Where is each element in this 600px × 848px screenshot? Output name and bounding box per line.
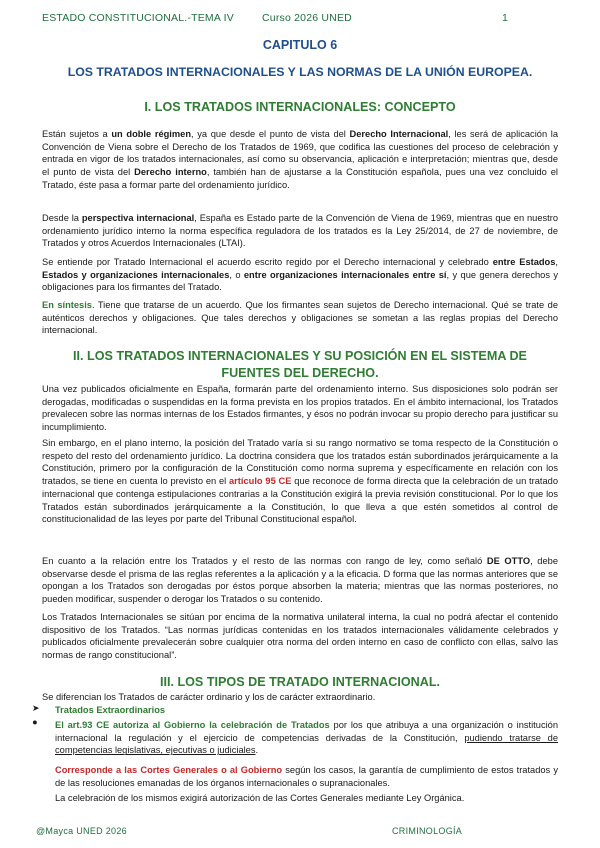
chapter-title: LOS TRATADOS INTERNACIONALES Y LAS NORMAS DE LA UNIÓN EUROPEA.	[67, 65, 533, 79]
s2-paragraph-1: Una vez publicados oficialmente en España, formarán parte del ordenamiento interno. Sus disposiciones solo podrán ser derogadas, modificadas o suspendidas en la forma prevista en los propios tratados. En el ámbito internacional, los Tratados prevalecen sobre las normas internas de los Estados firmantes, y ésos no podrán invocar su propio derecho para justificar su incumplimiento.	[42, 384, 558, 433]
footer-subject: CRIMINOLOGÍA	[392, 826, 463, 836]
section-2-title-line-2: FUENTES DEL DERECHO.	[221, 366, 379, 380]
section-2-title-line-1: II. LOS TRATADOS INTERNACIONALES Y SU POSICIÓN EN EL SISTEMA DE	[73, 349, 527, 363]
s1-paragraph-3: Se entiende por Tratado Internacional el acuerdo escrito regido por el Derecho internacional y celebrado entre Estados, Estados y organizaciones internacionales, o entre organizaciones internacionales entre sí, y que genera derechos y obligaciones para los firmantes del Tratado.	[42, 257, 559, 293]
section-1-title: I. LOS TRATADOS INTERNACIONALES: CONCEPTO	[144, 100, 456, 114]
header-left: ESTADO CONSTITUCIONAL.-TEMA IV	[42, 12, 234, 24]
s1-paragraph-2: Desde la perspectiva internacional, España es Estado parte de la Convención de Viena de 1969, mientras que en nuestro ordenamiento jurídico interno la norma específica reguladora de los tratados es la Ley 25/2014, de 27 de noviembre, de Tratados y otros Acuerdos Internacionales (LTAI).	[42, 213, 558, 249]
section-3-title: III. LOS TIPOS DE TRATADO INTERNACIONAL.	[159, 675, 441, 689]
s3-intro: Se diferencian los Tratados de carácter ordinario y los de carácter extraordinario.	[42, 692, 376, 702]
s2-paragraph-4: Los Tratados Internacionales se sitúan por encima de la normativa unilateral interna, la cual no podrá afectar el contenido dispositivo de los Tratados. “Las normas jurídicas contenidas en los tratados internacionales válidamente celebrados y publicados oficialmente prevalecerán sobre cualquier otra norma del orden interno en caso de conflicto con ellas, salvo las normas de rango constitucional”.	[42, 612, 558, 661]
s3-bullet-extraordinarios: Tratados Extraordinarios	[55, 705, 166, 715]
s2-paragraph-2: Sin embargo, en el plano interno, la posición del Tratado varía si su rango normativo se toma respecto de la Constitución o respeto del resto del ordenamiento jurídico. La doctrina considera que los tratados están subordinados jerárquicamente a la Constitución, primero por la configuración de la Constitución como norma suprema y específicamente en relación con los tratados, se tiene en cuenta lo previsto en el artículo 95 CE que reconoce de forma directa que la celebración de un tratado internacional que contenga estipulaciones contrarias a la Constitución exigirá la previa revisión constitucional. Por lo que los Tratados están subordinados jerárquicamente a la Constitución, lo que lleva a que estén sometidos al control de constitucionalidad de las leyes por parte del Tribunal Constitucional español.	[42, 438, 558, 525]
page-number: 1	[502, 12, 509, 24]
header-course: Curso 2026 UNED	[262, 12, 352, 24]
chapter-number: CAPITULO 6	[262, 38, 338, 52]
s3-bullet-art93: El art.93 CE autoriza al Gobierno la celebración de Tratados por los que atribuya a una organización o institución internacional la regulación y el ejercicio de competencias derivadas de la Constitución, pudiendo tratarse de competencias legislativas, ejecutivas o judiciales.	[55, 720, 558, 756]
dot-bullet-icon: ●	[32, 717, 38, 727]
s3-cortes-generales: Corresponde a las Cortes Generales o al Gobierno según los casos, la garantía de cumplimiento de estos tratados y de las resoluciones emanadas de los órganos internacionales o supranacionales.	[55, 765, 558, 788]
footer-author: @Mayca UNED 2026	[36, 826, 127, 836]
s1-paragraph-1: Están sujetos a un doble régimen, ya que desde el punto de vista del Derecho Internacional, les será de aplicación la Convención de Viena sobre el Derecho de los Tratados de 1969, que codifica las cuestiones del proceso de celebración y entrada en vigor de los tratados internacionales, así como su observancia, aplicación e interpretación; mientras que, desde el punto de vista del Derecho interno, también han de ajustarse a la Constitución española, pues una vez concluido el Tratado, éste pasa a formar parte del ordenamiento jurídico.	[42, 129, 559, 190]
s1-paragraph-4: En síntesis. Tiene que tratarse de un acuerdo. Que los firmantes sean sujetos de Derecho internacional. Qué se trate de auténticos derechos y obligaciones. Que tales derechos y obligaciones se sometan a las reglas propias del Derecho internacional.	[42, 300, 558, 336]
s3-ley-organica: La celebración de los mismos exigirá autorización de las Cortes Generales mediante Ley Orgánica.	[55, 793, 465, 803]
arrow-bullet-icon: ➤	[32, 703, 40, 713]
s2-paragraph-3: En cuanto a la relación entre los Tratados y el resto de las normas con rango de ley, como señaló DE OTTO, debe observarse desde el prisma de las reglas referentes a la aplicación y a la eficacia. D forma que las normas anteriores que se opongan a los Tratados son derogadas por éstos porque absorben la materia; mientras que las normas posteriores, no pueden modificar, suspender o derogar los Tratados o su contenido.	[42, 556, 558, 605]
